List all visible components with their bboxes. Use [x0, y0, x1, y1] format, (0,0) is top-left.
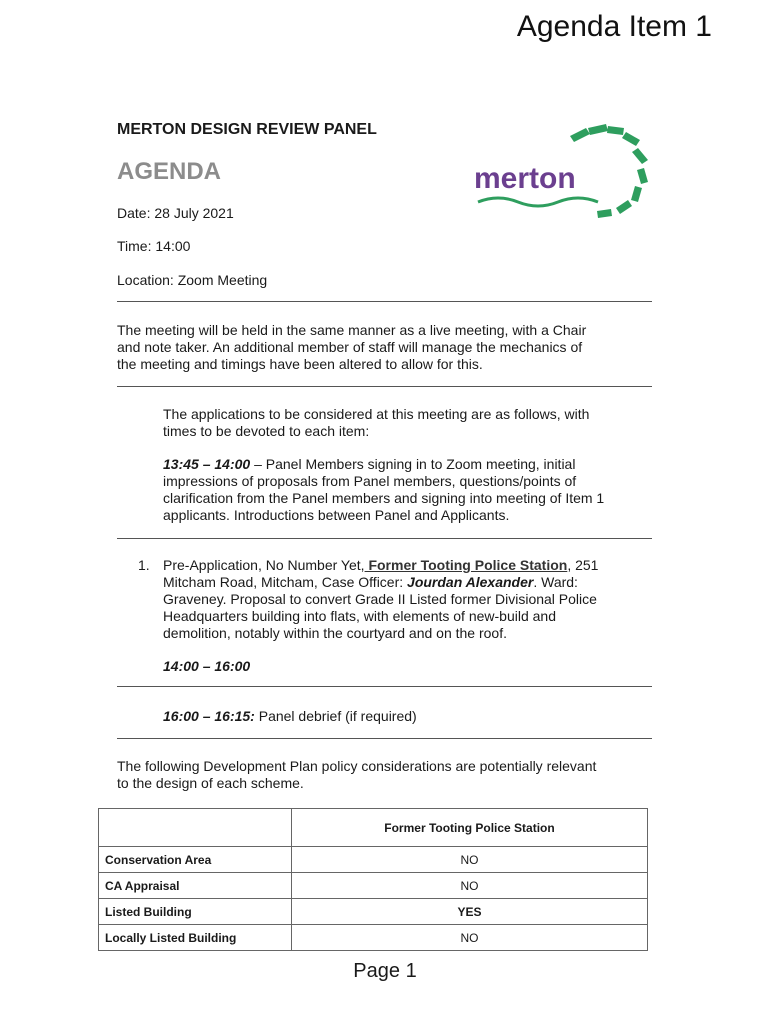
- meeting-location: Location: Zoom Meeting: [117, 272, 268, 288]
- table-corner-cell: [99, 809, 292, 847]
- table-row: [99, 847, 648, 873]
- divider: [117, 738, 652, 739]
- agenda-item-header: Agenda Item 1: [516, 10, 712, 43]
- case-officer: Jourdan Alexander: [407, 574, 534, 590]
- panel-title: MERTON DESIGN REVIEW PANEL: [117, 121, 377, 138]
- table-row: [99, 899, 648, 925]
- applications-intro: The applications to be considered at this meeting are as follows, with times to be devoted to each item:: [163, 406, 590, 439]
- row-value: NO: [292, 847, 648, 873]
- item1-block: Pre-Application, No Number Yet, Former Tooting Police Station, 251 Mitcham Road, Mitcham, Case Officer: Jourdan Alexander. Ward: Graveney. Proposal to convert Grade II Listed former Divisional Police Headquarters building into flats, with elements of new-build and demolition, notably within the courtyard and on the roof.: [163, 557, 599, 641]
- signin-block: 13:45 – 14:00 – Panel Members signing in to Zoom meeting, initial impressions of proposals from Panel members, questions/points of clarification from the Panel members and signing into meeting of Item 1 applicants. Introductions between Panel and Applicants.: [163, 456, 605, 523]
- meeting-time: Time: 14:00: [117, 238, 191, 254]
- signin-time: 13:45 – 14:00: [163, 456, 251, 472]
- meeting-date: Date: 28 July 2021: [117, 205, 234, 221]
- debrief-line: 16:00 – 16:15: Panel debrief (if required): [163, 708, 417, 724]
- row-label: CA Appraisal: [99, 873, 292, 899]
- policy-intro: The following Development Plan policy considerations are potentially relevant to the design of each scheme.: [117, 758, 597, 791]
- row-label: Conservation Area: [99, 847, 292, 873]
- logo-swirl-icon: [570, 124, 648, 218]
- table-column-header: Former Tooting Police Station: [292, 809, 648, 847]
- site-link[interactable]: Former Tooting Police Station: [364, 557, 568, 573]
- agenda-heading: AGENDA: [117, 158, 222, 185]
- divider: [117, 301, 652, 302]
- merton-logo: [470, 118, 660, 226]
- row-label: Locally Listed Building: [99, 925, 292, 951]
- page-number: Page 1: [353, 960, 417, 982]
- row-label: Listed Building: [99, 899, 292, 925]
- table-header-row: [99, 809, 648, 847]
- policy-table: [98, 808, 648, 951]
- row-value: YES: [292, 899, 648, 925]
- divider: [117, 686, 652, 687]
- row-value: NO: [292, 925, 648, 951]
- item-number: 1.: [138, 557, 150, 573]
- row-value: NO: [292, 873, 648, 899]
- table-row: [99, 925, 648, 951]
- divider: [117, 386, 652, 387]
- table-row: [99, 873, 648, 899]
- logo-wordmark: merton: [474, 162, 576, 195]
- item1-slot: 14:00 – 16:00: [163, 658, 251, 674]
- divider: [117, 538, 652, 539]
- intro-paragraph: The meeting will be held in the same manner as a live meeting, with a Chair and note taker. An additional member of staff will manage the mechanics of the meeting and timings have been altered to allow for this.: [117, 322, 587, 372]
